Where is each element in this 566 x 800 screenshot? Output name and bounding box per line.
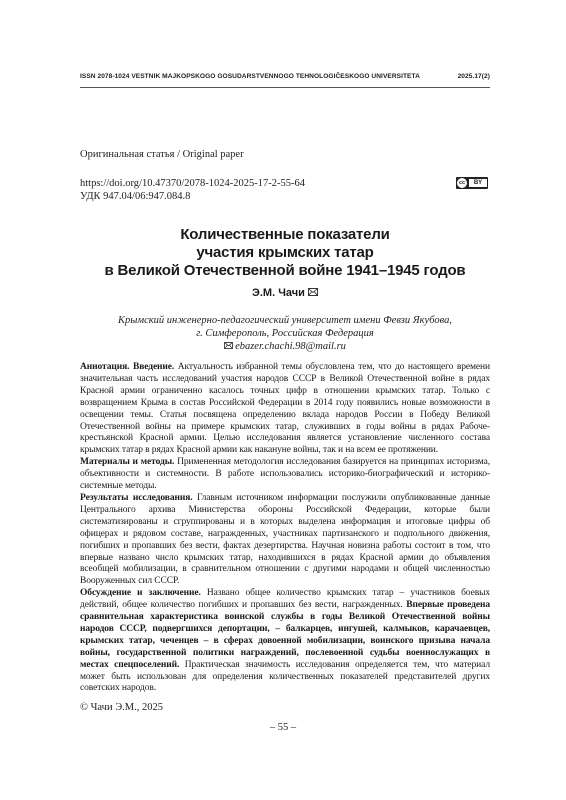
abstract-discussion-bold: Впервые проведена сравнительная характеристика воинской службы в годы Великой Отечественной войны народов СССР, подвергшихся депортации, – балкарцев, ингушей, калмыков, карачаевцев, крымских татар, чеченцев – в сферах довоенной мобилизации, воинского призыва начала войны, государственной политики награждений, послевоенной судьбы военнослужащих в местах спецпоселений. — [80, 600, 490, 670]
discussion-label: Обсуждение и заключение. — [80, 588, 201, 599]
abstract-significance-text: Практическая значимость исследования определяется тем, что материал может быть использован для определения количественных показателей представителей других советских народов. — [80, 659, 490, 694]
title-line-3: в Великой Отечественной войне 1941–1945 годов — [104, 262, 466, 279]
abstract-introduction — [80, 362, 490, 457]
abstract-methods-text: Примененная методология исследования базируется на принципах историзма, объективности и системности. В работе использовались историко-биографический и историко-системные методы. — [80, 457, 490, 492]
abstract-discussion — [80, 588, 490, 695]
journal-issue: 2025.17(2) — [457, 73, 490, 80]
title-line-1: Количественные показатели — [180, 226, 390, 243]
author-name: Э.М. Чачи — [252, 287, 305, 299]
abstract — [80, 362, 490, 695]
copyright: © Чачи Э.М., 2025 — [80, 702, 163, 713]
abstract-methods — [80, 457, 490, 493]
udc-code: УДК 947.04/06:947.084.8 — [80, 191, 191, 202]
affiliation — [80, 314, 490, 353]
article-type: Оригинальная статья / Original paper — [80, 149, 244, 160]
envelope-icon[interactable] — [308, 288, 318, 296]
page-number: – 55 – — [269, 722, 297, 733]
abstract-discussion-text: Названо общее количество крымских татар – участников боевых действий, общее количество погибших и пропавших без вести, награжденных. — [80, 588, 491, 611]
abstract-results-text: Главным источником информации послужили опубликованные данные Центрального архива Министерства обороны Российской Федерации, которые были систематизированы и сгруппированы и в которых выделена информация и итоговые цифры об офицерах и рядовом составе, награжденных, участниках партизанского и подпольного движения, погибших и пропавших без вести, фактах дезертирства. Научная новизна работы состоит в том, что впервые названо число крымских татар, находившихся в рядах Красной армии до объявления всеобщей мобилизации, в сравнительном отношении с другими народами и общей численностью Вооруженных сил СССР. — [80, 492, 490, 587]
article-title — [80, 226, 490, 280]
doi-link[interactable]: https://doi.org/10.47370/2078-1024-2025-17-2-55-64 — [80, 178, 305, 189]
journal-issn-title: ISSN 2078-1024 VESTNIK MAJKOPSKOGO GOSUDARSTVENNOGO TEHNOLOGIČESKOGO UNIVERSITETA — [80, 73, 420, 80]
title-line-2: участия крымских татар — [196, 244, 374, 261]
creative-commons-by-icon[interactable] — [456, 177, 488, 189]
abstract-results — [80, 493, 490, 588]
cc-symbol: cc — [458, 180, 466, 186]
envelope-icon — [224, 342, 233, 349]
abstract-introduction-text: Актуальность избранной темы обусловлена тем, что до настоящего времени значительная часть исследований участия народов СССР в Великой Отечественной войне в рядах Красной армии ограниченно касалось точных цифр в отношении крымских татар. Только с возвращением Крыма в состав Российской Федерации в 2014 году появились новые возможности в освещении темы. Статья посвящена определению вклада народов России в Победу Великой Отечественной войны на примере крымских татар, служивших в годы войны в рядах Рабоче-крестьянской Красной армии. Целью исследования является установление численного состава крымских татар в рядах Красной армии как накануне войны, так и на всем ее протяжении. — [80, 362, 491, 456]
affiliation-line-2: г. Симферополь, Российская Федерация — [196, 328, 374, 339]
affiliation-line-1: Крымский инженерно-педагогический университет имени Февзи Якубова, — [118, 315, 452, 326]
results-label: Результаты исследования. — [80, 492, 193, 503]
abstract-label: Аннотация. Введение. — [80, 362, 175, 372]
affiliation-email-line — [80, 340, 490, 353]
author-email[interactable]: ebazer.chachi.98@mail.ru — [235, 341, 346, 352]
running-head — [80, 73, 490, 80]
author-line — [80, 287, 490, 299]
header-divider — [80, 87, 490, 88]
by-symbol: BY — [469, 179, 487, 187]
methods-label: Материалы и методы. — [80, 457, 175, 468]
